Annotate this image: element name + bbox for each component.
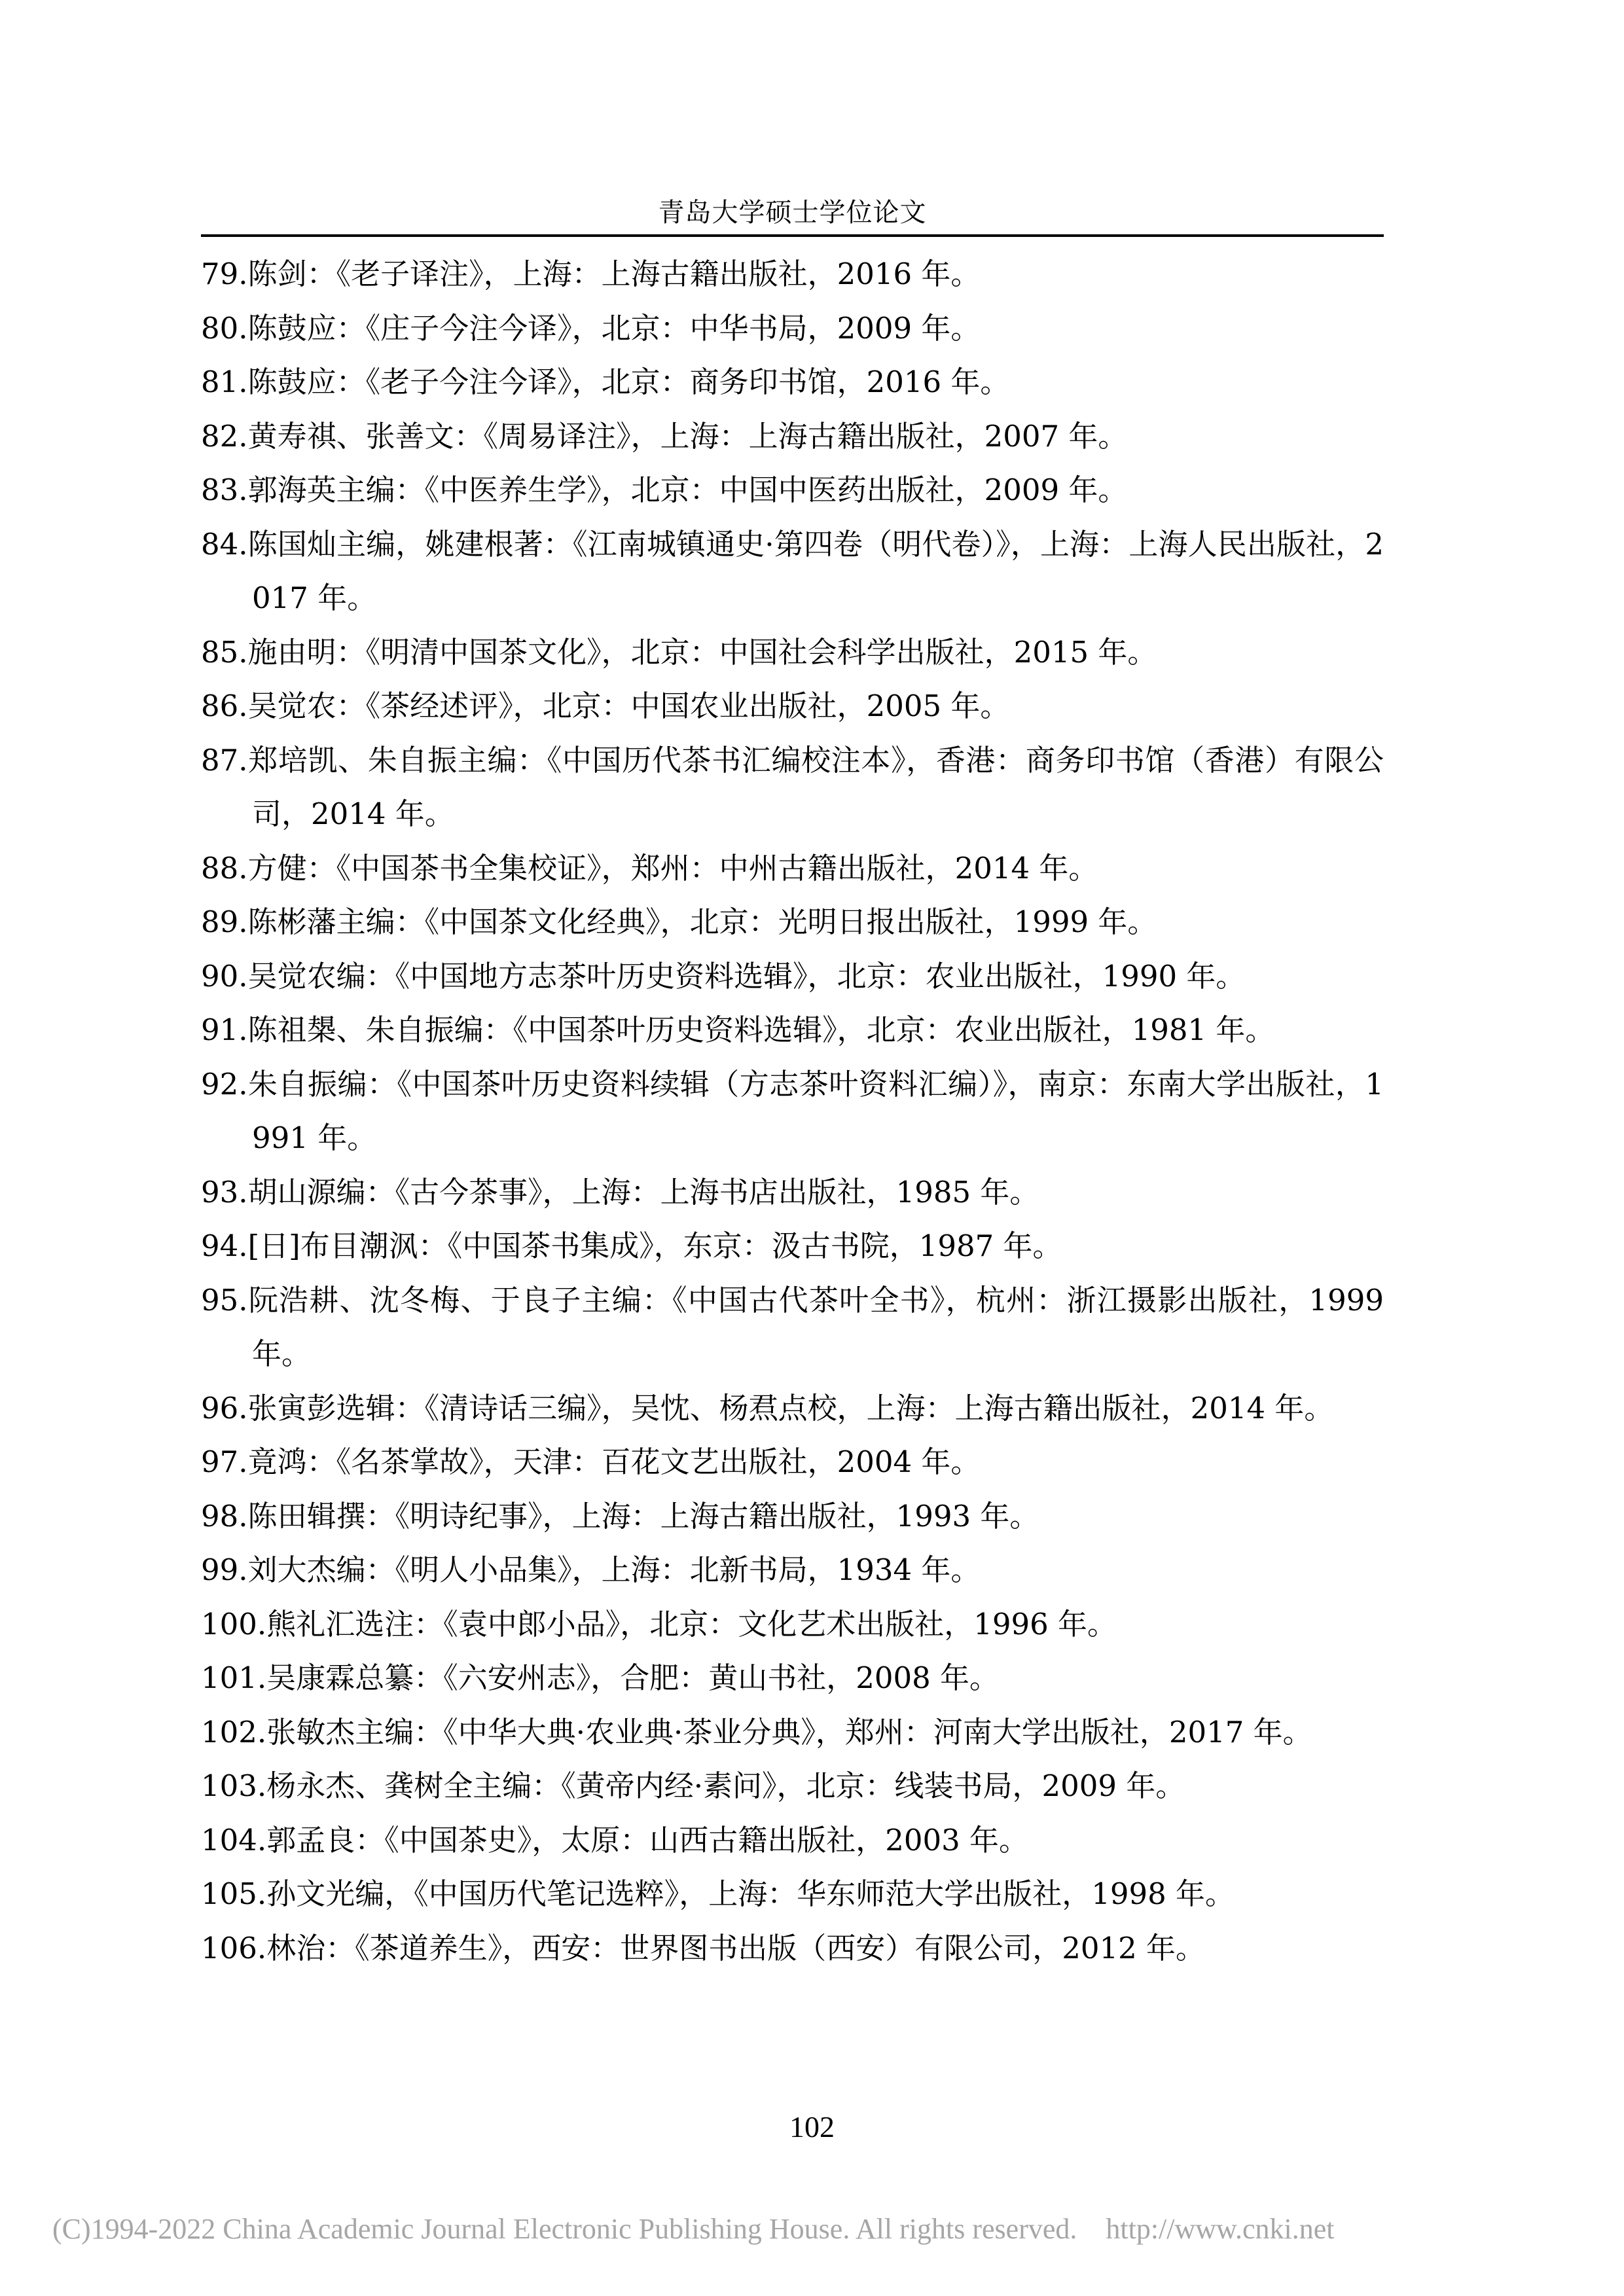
reference-text: 方健：《中国茶书全集校证》，郑州：中州古籍出版社，2014 年。 <box>247 850 1098 886</box>
reference-item <box>201 1543 1384 1598</box>
reference-number: 101. <box>201 1660 267 1695</box>
reference-text: 熊礼汇选注：《袁中郎小品》，北京：文化艺术出版社，1996 年。 <box>266 1606 1117 1641</box>
reference-number: 95. <box>201 1282 248 1318</box>
reference-text: 施由明：《明清中国茶文化》，北京：中国社会科学出版社，2015 年。 <box>247 634 1157 670</box>
reference-item <box>201 626 1384 680</box>
reference-text: 吴康霖总纂：《六安州志》，合肥：黄山书社，2008 年。 <box>266 1660 1000 1695</box>
reference-text: 胡山源编：《古今茶事》，上海：上海书店出版社，1985 年。 <box>247 1174 1039 1210</box>
reference-item <box>201 1166 1384 1220</box>
reference-text: 张敏杰主编：《中华大典·农业典·茶业分典》，郑州：河南大学出版社，2017 年。 <box>266 1714 1312 1749</box>
reference-number: 90. <box>201 958 248 994</box>
reference-item <box>201 247 1384 302</box>
reference-number: 80. <box>201 310 248 346</box>
reference-text: 陈鼓应：《老子今注今译》，北京：商务印书馆，2016 年。 <box>247 365 1010 399</box>
reference-text: 孙文光编，《中国历代笔记选粹》，上海：华东师范大学出版社，1998 年。 <box>266 1876 1235 1911</box>
reference-text: 陈祖槼、朱自振编：《中国茶叶历史资料选辑》，北京：农业出版社，1981 年。 <box>247 1013 1275 1047</box>
reference-number: 82. <box>201 418 248 454</box>
reference-number: 106. <box>201 1930 267 1965</box>
reference-item <box>201 355 1384 410</box>
reference-number: 86. <box>201 689 248 723</box>
reference-item <box>201 1922 1384 1976</box>
reference-item <box>201 734 1384 842</box>
reference-item <box>201 1058 1384 1166</box>
reference-text: 郑培凯、朱自振主编：《中国历代茶书汇编校注本》，香港：商务印书馆（香港）有限公司，2014 年。 <box>247 742 1384 831</box>
reference-item <box>201 1759 1384 1814</box>
page-number: 102 <box>789 2110 835 2144</box>
reference-item <box>201 1435 1384 1490</box>
reference-text: 陈彬藩主编：《中国茶文化经典》，北京：光明日报出版社，1999 年。 <box>247 905 1157 939</box>
reference-number: 79. <box>201 257 248 291</box>
reference-text: 竟鸿：《名茶掌故》，天津：百花文艺出版社，2004 年。 <box>247 1444 981 1479</box>
reference-item <box>201 1274 1384 1382</box>
reference-list <box>201 247 1384 1975</box>
reference-item <box>201 1814 1384 1868</box>
reference-text: 陈田辑撰：《明诗纪事》，上海：上海古籍出版社，1993 年。 <box>247 1498 1039 1534</box>
reference-text: 林治：《茶道养生》，西安：世界图书出版（西安）有限公司，2012 年。 <box>266 1930 1206 1965</box>
reference-item <box>201 1382 1384 1436</box>
reference-item <box>201 842 1384 896</box>
reference-item <box>201 1003 1384 1058</box>
reference-number: 87. <box>201 742 248 778</box>
reference-text: 吴觉农编：《中国地方志茶叶历史资料选辑》，北京：农业出版社，1990 年。 <box>247 958 1246 994</box>
reference-number: 91. <box>201 1013 248 1047</box>
reference-number: 96. <box>201 1390 248 1426</box>
reference-text: 陈鼓应：《庄子今注今译》，北京：中华书局，2009 年。 <box>247 310 981 346</box>
reference-number: 103. <box>201 1768 267 1803</box>
reference-item <box>201 1706 1384 1760</box>
reference-number: 92. <box>201 1066 248 1102</box>
thesis-header-title: 青岛大学硕士学位论文 <box>658 198 927 228</box>
reference-number: 93. <box>201 1174 248 1210</box>
reference-number: 105. <box>201 1876 267 1911</box>
reference-number: 85. <box>201 634 248 670</box>
reference-item <box>201 463 1384 518</box>
reference-item <box>201 1867 1384 1922</box>
reference-number: 99. <box>201 1552 248 1587</box>
reference-text: 黄寿祺、张善文：《周易译注》，上海：上海古籍出版社，2007 年。 <box>247 418 1128 454</box>
reference-number: 88. <box>201 850 248 886</box>
reference-text: 郭海英主编：《中医养生学》，北京：中国中医药出版社，2009 年。 <box>247 473 1128 507</box>
reference-text: 杨永杰、龚树全主编：《黄帝内经·素问》，北京：线装书局，2009 年。 <box>266 1768 1185 1803</box>
reference-text: 朱自振编：《中国茶叶历史资料续辑（方志茶叶资料汇编）》，南京：东南大学出版社，1991 年。 <box>247 1066 1384 1155</box>
reference-item <box>201 950 1384 1004</box>
reference-item <box>201 518 1384 626</box>
running-header <box>201 194 1384 237</box>
reference-text: 吴觉农：《茶经述评》，北京：中国农业出版社，2005 年。 <box>247 689 1010 723</box>
reference-number: 102. <box>201 1714 267 1749</box>
reference-text: [日]布目潮沨：《中国茶书集成》，东京：汲古书院，1987 年。 <box>247 1229 1062 1263</box>
reference-number: 97. <box>201 1444 248 1479</box>
reference-number: 89. <box>201 905 248 939</box>
reference-number: 84. <box>201 526 248 562</box>
reference-item <box>201 679 1384 734</box>
reference-number: 104. <box>201 1822 267 1857</box>
reference-text: 陈剑：《老子译注》，上海：上海古籍出版社，2016 年。 <box>247 257 981 291</box>
reference-item <box>201 1598 1384 1652</box>
copyright-notice: (C)1994-2022 China Academic Journal Electronic Publishing House. All rights reserved. http://www.cnki.net <box>52 2213 1335 2245</box>
reference-text: 张寅彭选辑：《清诗话三编》，吴忱、杨焄点校，上海：上海古籍出版社，2014 年。 <box>247 1390 1334 1426</box>
reference-text: 刘大杰编：《明人小品集》，上海：北新书局，1934 年。 <box>247 1552 981 1587</box>
reference-number: 81. <box>201 365 248 399</box>
reference-text: 郭孟良：《中国茶史》，太原：山西古籍出版社，2003 年。 <box>266 1822 1029 1857</box>
reference-number: 100. <box>201 1606 267 1641</box>
reference-item <box>201 895 1384 950</box>
reference-item <box>201 410 1384 464</box>
reference-number: 98. <box>201 1498 248 1534</box>
reference-item <box>201 1651 1384 1706</box>
reference-number: 94. <box>201 1229 248 1263</box>
reference-item <box>201 302 1384 356</box>
reference-text: 陈国灿主编，姚建根著：《江南城镇通史·第四卷（明代卷）》，上海：上海人民出版社，2017 年。 <box>247 526 1384 615</box>
reference-number: 83. <box>201 473 248 507</box>
reference-item <box>201 1219 1384 1274</box>
reference-text: 阮浩耕、沈冬梅、于良子主编：《中国古代茶叶全书》，杭州：浙江摄影出版社，1999 年。 <box>247 1282 1384 1371</box>
reference-item <box>201 1490 1384 1544</box>
